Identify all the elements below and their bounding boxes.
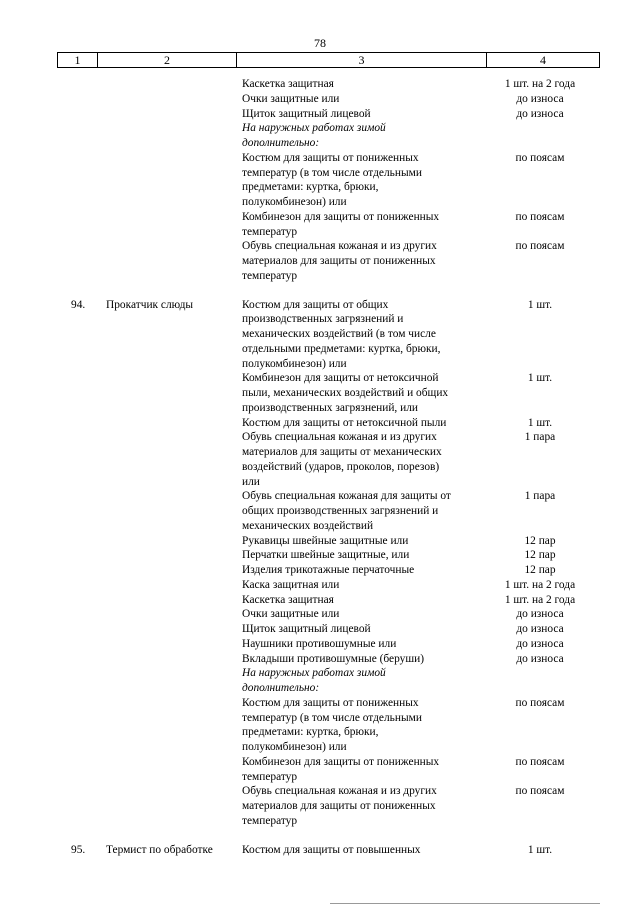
ppe-item-list (242, 77, 640, 284)
ppe-description (242, 696, 486, 755)
description-line: полукомбинезон) или (242, 196, 347, 208)
issue-norm: 12 пар (524, 534, 556, 547)
ppe-item (242, 534, 640, 549)
description-line: дополнительно: (242, 137, 320, 149)
row-number: 95. (71, 843, 86, 856)
description-line: температур (242, 225, 298, 238)
description-line: температур (в том числе отдельными (242, 711, 422, 724)
issue-norm: по поясам (515, 151, 565, 164)
table-row (0, 843, 640, 858)
ppe-description (242, 298, 486, 372)
ppe-description (242, 784, 486, 828)
ppe-item (242, 107, 640, 122)
ppe-item (242, 151, 640, 210)
ppe-item (242, 622, 640, 637)
ppe-item (242, 784, 640, 828)
description-line: Костюм для защиты от пониженных (242, 151, 419, 164)
ppe-item (242, 489, 640, 533)
ppe-description (242, 593, 486, 608)
issue-norm: 1 шт. (527, 843, 553, 856)
issue-norm: 1 шт. на 2 года (504, 78, 576, 90)
ppe-description (242, 416, 486, 431)
issue-norm: по поясам (515, 240, 565, 253)
ppe-item (242, 666, 640, 696)
ppe-description (242, 622, 486, 637)
issue-norm: по поясам (515, 696, 565, 709)
ppe-item (242, 755, 640, 785)
description-line: Изделия трикотажные перчаточные (242, 564, 415, 576)
description-line: механических воздействий (в том числе (242, 328, 436, 340)
issue-norm: 1 шт. на 2 года (504, 578, 576, 591)
description-line: На наружных работах зимой (242, 667, 386, 680)
issue-norm: 12 пар (524, 564, 556, 576)
ppe-item (242, 239, 640, 283)
ppe-description (242, 563, 486, 578)
description-line: Очки защитные или (242, 92, 340, 105)
description-line: Щиток защитный лицевой (242, 107, 371, 120)
ppe-description (242, 92, 486, 107)
issue-norm: по поясам (515, 210, 565, 223)
table-row (0, 77, 640, 284)
ppe-item (242, 548, 640, 563)
description-line: полукомбинезон) или (242, 741, 347, 753)
ppe-description (242, 755, 486, 785)
ppe-item-list (242, 298, 640, 829)
row-number: 94. (71, 298, 86, 311)
issue-norm: до износа (516, 623, 564, 635)
description-line: пыли, механических воздействий и общих (242, 387, 449, 399)
description-line: Каска защитная или (242, 578, 340, 591)
description-line: Костюм для защиты от повышенных (242, 843, 421, 856)
ppe-item (242, 210, 640, 240)
description-line: Наушники противошумные или (242, 637, 397, 650)
description-line: механических воздействий (242, 519, 374, 532)
ppe-item (242, 593, 640, 608)
ppe-item (242, 843, 640, 858)
column-header-2: 2 (98, 53, 237, 67)
description-line: Обувь специальная кожаная и из других (242, 431, 437, 444)
ppe-item (242, 298, 640, 372)
issue-norm: 1 шт. на 2 года (504, 593, 576, 606)
ppe-description (242, 371, 486, 415)
ppe-item (242, 637, 640, 652)
description-line: Вкладыши противошумные (беруши) (242, 652, 425, 665)
description-line: Каскетка защитная (242, 593, 334, 606)
ppe-description (242, 652, 486, 667)
description-line: Очки защитные или (242, 608, 340, 621)
description-line: производственных загрязнений и (242, 313, 404, 326)
ppe-item (242, 430, 640, 489)
ppe-description (242, 578, 486, 593)
ppe-item (242, 371, 640, 415)
description-line: На наружных работах зимой (242, 122, 386, 135)
description-line: Щиток защитный лицевой (242, 623, 371, 635)
ppe-description (242, 210, 486, 240)
description-line: температур (242, 814, 298, 827)
issue-norm: 1 пара (524, 431, 556, 444)
issue-norm (486, 121, 594, 151)
description-line: общих производственных загрязнений и (242, 505, 439, 517)
issue-norm: до износа (516, 107, 564, 120)
column-header-1: 1 (58, 53, 98, 67)
description-line: или (242, 475, 260, 488)
ppe-item (242, 696, 640, 755)
ppe-description (242, 843, 486, 858)
description-line: материалов для защиты от пониженных (242, 800, 436, 812)
profession-name: Прокатчик слюды (106, 298, 194, 311)
description-line: производственных загрязнений, или (242, 401, 419, 414)
issue-norm: 12 пар (524, 549, 556, 562)
ppe-item (242, 607, 640, 622)
ppe-item (242, 77, 640, 92)
description-line: Перчатки швейные защитные, или (242, 549, 410, 562)
ppe-item (242, 652, 640, 667)
description-line: дополнительно: (242, 682, 320, 694)
description-line: Костюм для защиты от пониженных (242, 696, 419, 709)
description-line: Обувь специальная кожаная для защиты от (242, 490, 451, 503)
issue-norm: до износа (516, 637, 564, 650)
description-line: воздействий (ударов, проколов, порезов) (242, 460, 440, 473)
description-line: материалов для защиты от механических (242, 446, 442, 458)
ppe-description (242, 430, 486, 489)
description-line: предметами: куртка, брюки, (242, 181, 379, 194)
ppe-description (242, 239, 486, 283)
description-line: Костюм для защиты от общих (242, 298, 389, 311)
page-number: 78 (314, 36, 326, 50)
ppe-item (242, 92, 640, 107)
ppe-description (242, 637, 486, 652)
issue-norm: до износа (516, 92, 564, 105)
section-note (242, 666, 486, 696)
issue-norm: 1 шт. (527, 372, 553, 385)
table-row (0, 298, 640, 829)
profession-name: Термист по обработке (106, 843, 213, 856)
ppe-description (242, 607, 486, 622)
ppe-description (242, 107, 486, 122)
description-line: отдельными предметами: куртка, брюки, (242, 342, 441, 355)
description-line: предметами: куртка, брюки, (242, 726, 379, 739)
issue-norm: до износа (516, 608, 564, 621)
column-header-row (57, 52, 600, 68)
description-line: температур (242, 770, 298, 783)
issue-norm: по поясам (515, 785, 565, 798)
description-line: Обувь специальная кожаная и из других (242, 785, 437, 798)
issue-norm: до износа (516, 652, 564, 665)
description-line: Комбинезон для защиты от пониженных (242, 755, 440, 768)
ppe-item (242, 578, 640, 593)
issue-norm: 1 шт. (527, 416, 553, 429)
ppe-item (242, 121, 640, 151)
bottom-edge-line (330, 903, 600, 904)
column-header-3: 3 (237, 53, 487, 67)
description-line: полукомбинезон) или (242, 357, 347, 370)
issue-norm (486, 666, 594, 696)
description-line: материалов для защиты от пониженных (242, 255, 436, 267)
ppe-description (242, 534, 486, 549)
ppe-description (242, 151, 486, 210)
description-line: температур (242, 269, 298, 282)
issue-norm: 1 пара (524, 490, 556, 503)
ppe-item-list (242, 843, 640, 858)
description-line: Каскетка защитная (242, 78, 334, 90)
description-line: температур (в том числе отдельными (242, 166, 422, 179)
description-line: Комбинезон для защиты от нетоксичной (242, 372, 439, 385)
description-line: Рукавицы швейные защитные или (242, 534, 409, 547)
ppe-item (242, 563, 640, 578)
ppe-description (242, 489, 486, 533)
issue-norm: 1 шт. (527, 298, 553, 311)
ppe-description (242, 77, 486, 92)
column-header-4: 4 (540, 53, 546, 67)
description-line: Костюм для защиты от нетоксичной пыли (242, 416, 447, 429)
section-note (242, 121, 486, 151)
issue-norm: по поясам (515, 755, 565, 768)
table-body (0, 77, 640, 857)
ppe-description (242, 548, 486, 563)
description-line: Обувь специальная кожаная и из других (242, 240, 437, 253)
ppe-item (242, 416, 640, 431)
description-line: Комбинезон для защиты от пониженных (242, 210, 440, 223)
